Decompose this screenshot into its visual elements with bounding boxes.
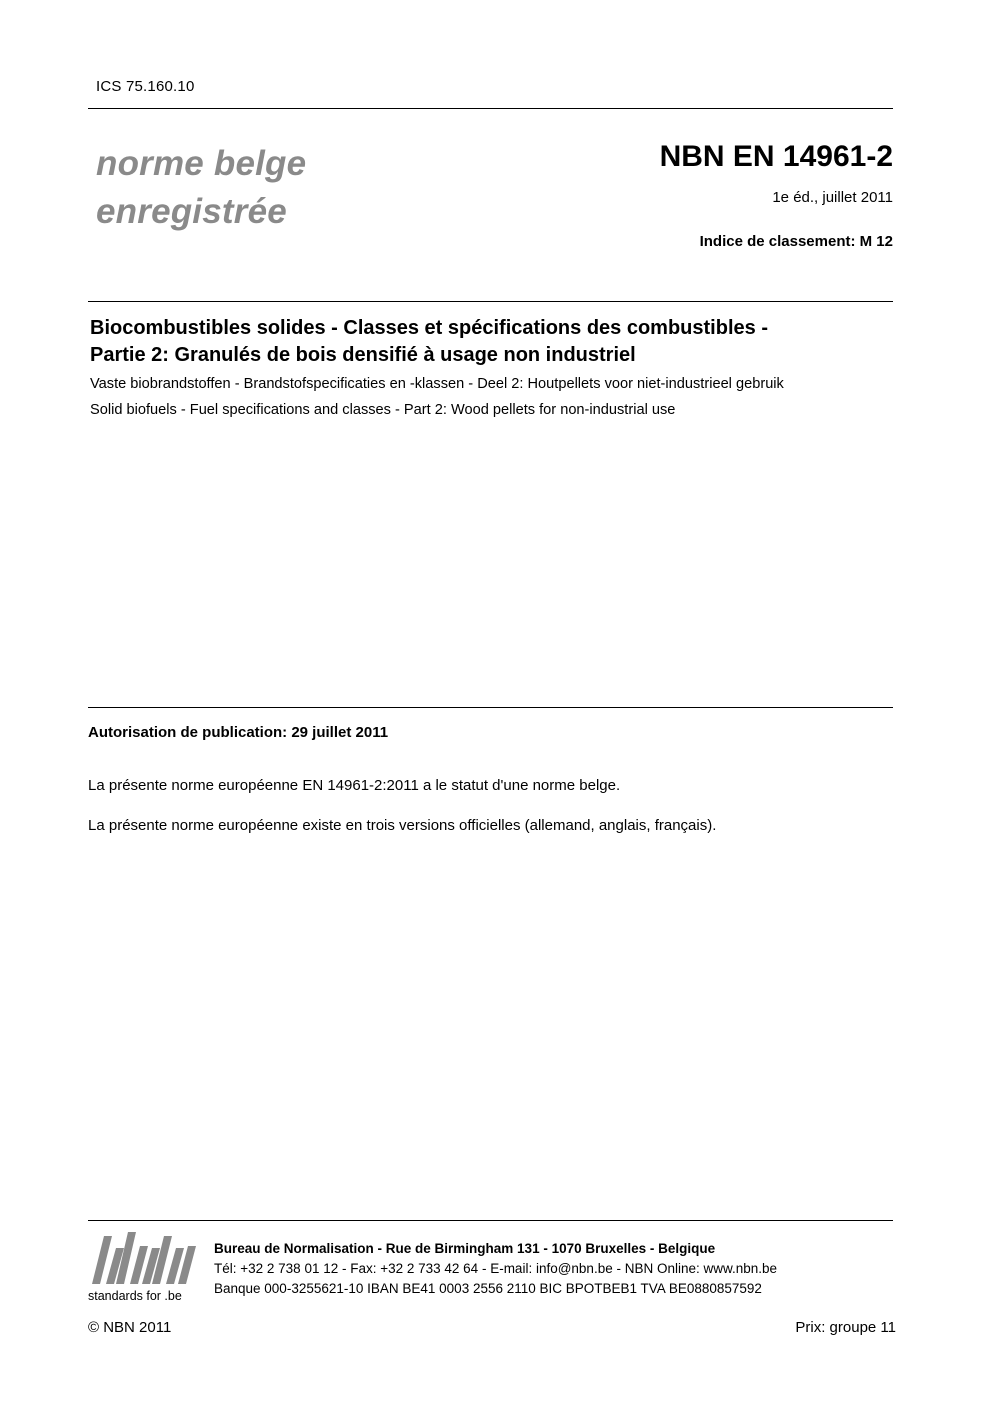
- nbn-logo: [86, 1228, 202, 1304]
- status-text: La présente norme européenne EN 14961-2:2011 a le statut d'une norme belge.: [88, 777, 621, 794]
- edition-date: 1e éd., juillet 2011: [772, 189, 893, 206]
- price-group: Prix: groupe 11: [795, 1319, 896, 1336]
- divider-footer: [88, 1220, 893, 1221]
- title-french-line-1: Biocombustibles solides - Classes et spécifications des combustibles -: [90, 317, 768, 339]
- divider-publication: [88, 707, 893, 708]
- ics-code: ICS 75.160.10: [96, 78, 195, 95]
- divider-title: [88, 301, 893, 302]
- nbn-logo-tagline: standards for .be: [88, 1289, 182, 1303]
- brand-title: [96, 140, 306, 236]
- standard-number: NBN EN 14961-2: [659, 140, 893, 173]
- versions-text: La présente norme européenne existe en trois versions officielles (allemand, anglais, français).: [88, 817, 717, 834]
- title-french: [90, 315, 768, 369]
- footer-contact: Tél: +32 2 738 01 12 - Fax: +32 2 733 42 64 - E-mail: info@nbn.be - NBN Online: www.nbn.be: [214, 1261, 778, 1276]
- title-english: Solid biofuels - Fuel specifications and classes - Part 2: Wood pellets for non-industrial use: [90, 402, 676, 418]
- copyright: © NBN 2011: [88, 1319, 172, 1336]
- classification-index: Indice de classement: M 12: [699, 233, 893, 250]
- footer-bank: Banque 000-3255621-10 IBAN BE41 0003 2556 2110 BIC BPOTBEB1 TVA BE0880857592: [214, 1281, 762, 1296]
- publication-authorisation: Autorisation de publication: 29 juillet 2011: [88, 724, 389, 741]
- title-french-line-2: Partie 2: Granulés de bois densifié à usage non industriel: [90, 344, 636, 366]
- brand-line-1: norme belge: [96, 144, 307, 183]
- footer-address: Bureau de Normalisation - Rue de Birmingham 131 - 1070 Bruxelles - Belgique: [214, 1241, 716, 1256]
- title-dutch: Vaste biobrandstoffen - Brandstofspecificaties en -klassen - Deel 2: Houtpellets voor niet-industrieel gebruik: [90, 376, 784, 392]
- brand-line-2: enregistrée: [96, 192, 287, 231]
- divider-top: [88, 108, 893, 109]
